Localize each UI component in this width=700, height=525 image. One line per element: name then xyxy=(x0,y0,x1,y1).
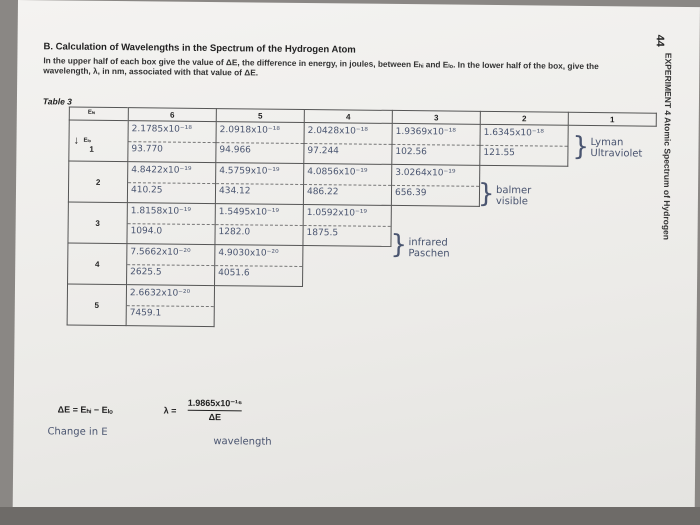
wavelength-value: 1875.5 xyxy=(306,228,339,239)
table-cell xyxy=(215,204,303,246)
blank-cell xyxy=(214,286,302,328)
annotation-line: Paschen xyxy=(408,248,450,260)
delta-e-value: 2.6632x10⁻²⁰ xyxy=(129,288,191,299)
corner-lo-label: Eₗₒ xyxy=(83,137,92,144)
table-cell xyxy=(127,244,215,286)
column-header: 1 xyxy=(568,112,656,126)
lambda-prefix: λ = xyxy=(163,405,177,416)
wavelength-value: 93.770 xyxy=(131,144,163,155)
blank-cell xyxy=(567,207,655,249)
delta-e-value: 1.6345x10⁻¹⁸ xyxy=(483,127,544,139)
delta-e-value: 2.0918x10⁻¹⁸ xyxy=(219,125,280,136)
lyman-annotation xyxy=(590,137,642,160)
row-header xyxy=(69,120,128,162)
delta-e-value: 4.9030x10⁻²⁰ xyxy=(218,248,279,259)
row-label: 3 xyxy=(68,202,127,244)
delta-e-value: 4.8422x10⁻¹⁹ xyxy=(131,165,192,176)
blank-cell xyxy=(567,166,655,208)
delta-e-value: 1.5495x10⁻¹⁹ xyxy=(218,207,280,218)
wavelength-value: 7459.1 xyxy=(129,308,162,319)
page-number: 44 xyxy=(653,34,666,47)
blank-cell xyxy=(302,286,390,328)
running-title: EXPERIMENT 4 Atomic Spectrum of Hydrogen xyxy=(661,52,674,241)
annotation-line: visible xyxy=(495,196,528,208)
annotation-line: infrared xyxy=(408,237,448,249)
table-cell xyxy=(127,162,215,204)
delta-e-value: 2.0428x10⁻¹⁸ xyxy=(307,126,368,137)
annotation-line: Lyman xyxy=(590,137,624,149)
column-header: 4 xyxy=(304,110,392,124)
section-heading: B. Calculation of Wavelengths in the Spectrum of the Hydrogen Atom xyxy=(43,41,356,56)
lambda-fraction xyxy=(188,398,243,423)
brace-mark: } xyxy=(477,178,495,210)
table-cell xyxy=(216,122,304,164)
wavelength-value: 656.39 xyxy=(394,187,427,199)
table-cell xyxy=(126,285,214,327)
annotation-line: Ultraviolet xyxy=(590,148,643,160)
delta-e-value: 4.0856x10⁻¹⁹ xyxy=(307,167,368,178)
corner-cell xyxy=(69,107,128,121)
blank-cell xyxy=(478,288,566,330)
wavelength-value: 434.12 xyxy=(218,186,251,197)
delta-e-value: 4.5759x10⁻¹⁹ xyxy=(219,166,280,177)
row-label: 5 xyxy=(67,284,126,326)
wavelength-value: 4051.6 xyxy=(218,268,250,279)
table-cell xyxy=(215,245,303,287)
row-label: 1 xyxy=(89,144,94,154)
column-header: 5 xyxy=(216,109,304,123)
delta-e-value: 1.8158x10⁻¹⁹ xyxy=(130,206,192,217)
delta-e-value: 1.9369x10⁻¹⁸ xyxy=(395,126,456,138)
blank-cell xyxy=(479,247,567,289)
wavelength-value: 102.56 xyxy=(395,146,427,158)
row-label: 2 xyxy=(68,161,127,203)
wavelength-value: 94.966 xyxy=(219,145,251,156)
table-cell xyxy=(127,203,215,245)
delta-e-value: 7.5662x10⁻²⁰ xyxy=(130,247,191,258)
corner-hi-label: Eₕᵢ xyxy=(87,109,96,116)
brace-mark: } xyxy=(572,131,590,162)
wavelength-value: 1282.0 xyxy=(218,227,251,238)
blank-cell xyxy=(566,289,654,331)
lambda-note: wavelength xyxy=(213,436,272,448)
balmer-annotation xyxy=(496,185,531,207)
column-header: 3 xyxy=(392,110,480,124)
wavelength-value: 486.22 xyxy=(306,187,339,198)
paschen-annotation xyxy=(408,237,449,259)
column-header: 2 xyxy=(480,111,568,125)
table-row xyxy=(69,120,656,167)
delta-e-value: 1.0592x10⁻¹⁹ xyxy=(306,208,368,219)
table-cell xyxy=(303,164,391,206)
table-cell xyxy=(128,121,216,163)
blank-cell xyxy=(303,245,391,287)
delta-e-value: 2.1785x10⁻¹⁸ xyxy=(131,124,192,135)
table-row xyxy=(68,243,655,290)
delta-e-value: 3.0264x10⁻¹⁹ xyxy=(395,167,456,179)
wavelength-value: 121.55 xyxy=(483,147,515,159)
table-row xyxy=(68,161,655,208)
instructions-text: In the upper half of each box give the value of ΔE, the difference in energy, in joules, between Eₕᵢ and Eₗₒ. In the lower half of the box, give the wavelength, λ, in nm, associated with that value of ΔE. xyxy=(43,55,599,78)
down-arrow-icon: ↓ xyxy=(73,134,80,147)
worksheet-page xyxy=(13,0,700,519)
table-row xyxy=(67,284,654,331)
blank-cell xyxy=(479,206,567,248)
table-row xyxy=(68,202,655,249)
table-cell xyxy=(480,124,568,166)
delta-e-formula: ΔE = Eₕᵢ − Eₗₒ xyxy=(57,404,113,416)
table-cell xyxy=(304,123,392,165)
table-cell xyxy=(391,164,479,206)
table-label: Table 3 xyxy=(42,96,72,107)
wavelength-value: 410.25 xyxy=(130,185,163,196)
table-cell xyxy=(392,123,480,165)
column-header: 6 xyxy=(128,108,216,122)
blank-cell xyxy=(567,248,655,290)
page-margin-header xyxy=(655,35,678,335)
wavelength-value: 2625.5 xyxy=(130,267,162,278)
table-cell xyxy=(215,163,303,205)
table-cell xyxy=(303,204,391,246)
brace-mark: } xyxy=(390,229,408,261)
desk-edge xyxy=(0,507,700,525)
wavelength-value: 97.244 xyxy=(307,146,339,157)
delta-e-note: Change in E xyxy=(47,426,108,438)
annotation-line: balmer xyxy=(495,185,532,197)
blank-cell xyxy=(390,287,478,329)
wavelength-table xyxy=(67,107,657,332)
row-label: 4 xyxy=(68,243,127,285)
wavelength-value: 1094.0 xyxy=(130,226,163,237)
lambda-numerator: 1.9865x10⁻¹⁶ xyxy=(187,397,243,409)
lambda-denominator: ΔE xyxy=(208,412,222,423)
